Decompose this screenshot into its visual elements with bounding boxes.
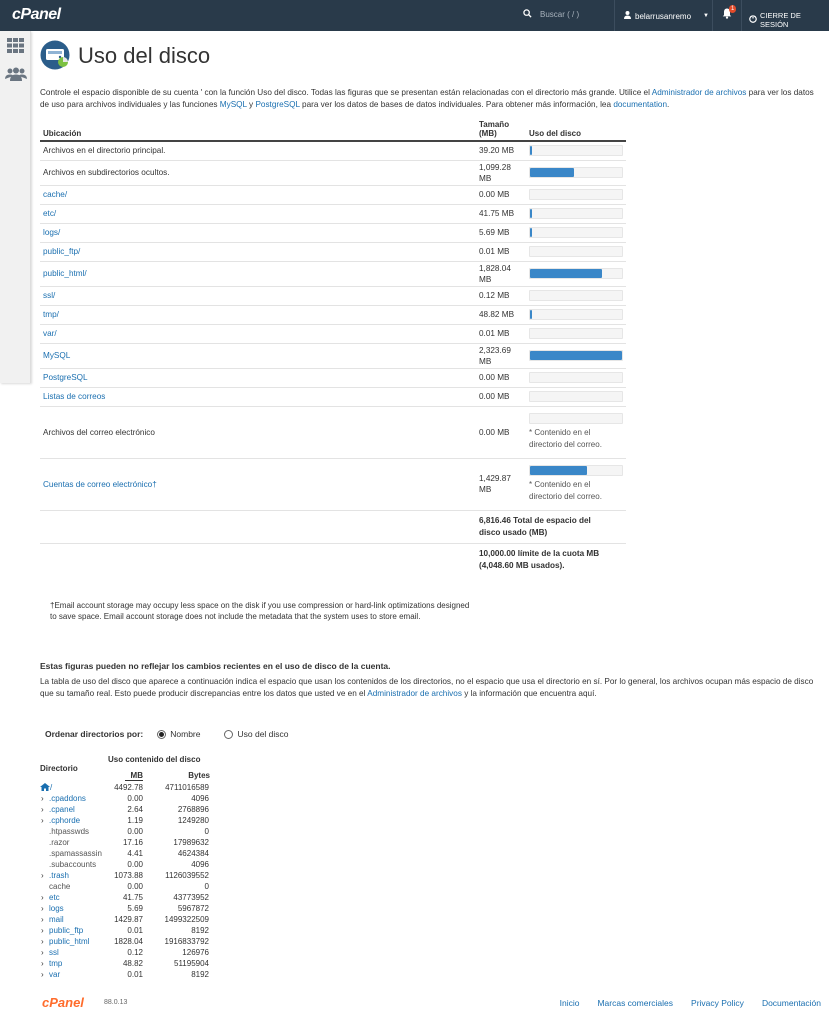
column-header-usage: Uso del disco	[526, 118, 626, 141]
size-cell	[476, 343, 526, 368]
disk-usage-icon	[40, 40, 70, 72]
directory-mb: 0.00	[127, 827, 143, 836]
quota	[476, 543, 626, 576]
directory-row	[40, 969, 215, 980]
footer-link-home[interactable]: Inicio	[559, 998, 580, 1008]
size-cell	[476, 387, 526, 406]
chevron-right-icon[interactable]: ›	[41, 893, 44, 902]
size-value: 2,323.69 MB	[479, 345, 511, 366]
column-header-content-usage: Uso contenido del disco	[108, 755, 201, 764]
size-value: 5.69 MB	[479, 228, 510, 237]
logout-label: CIERRE DE SESIÓN	[760, 11, 801, 29]
directory-bytes: 1249280	[177, 816, 209, 825]
directory-name: .subaccounts	[49, 860, 97, 869]
directory-name: .htpasswds	[49, 827, 90, 836]
directory-name[interactable]: tmp	[49, 959, 63, 968]
column-header-bytes: Bytes	[188, 771, 210, 780]
directory-bytes: 5967872	[177, 904, 209, 913]
directory-name: .razor	[49, 838, 70, 847]
table-row	[40, 204, 626, 223]
table-row	[40, 141, 626, 160]
location-cell	[40, 406, 476, 458]
directory-mb: 0.01	[127, 926, 143, 935]
chevron-right-icon[interactable]: ›	[41, 970, 44, 979]
location-name[interactable]: Listas de correos	[43, 392, 106, 401]
explanation-text-part: y la información que encuentra aquí.	[461, 688, 597, 698]
size-cell	[476, 204, 526, 223]
size-value: 39.20 MB	[479, 146, 515, 156]
column-header-directory: Directorio	[40, 764, 78, 773]
table-row	[40, 261, 626, 286]
table-row	[40, 458, 626, 510]
usage-cell	[526, 141, 626, 160]
divider	[741, 0, 742, 31]
location-name[interactable]: tmp/	[43, 310, 59, 319]
total-used-row	[40, 510, 626, 543]
usage-cell	[526, 204, 626, 223]
directory-bytes: 17989632	[173, 838, 209, 847]
directory-mb: 4.41	[127, 849, 143, 858]
location-cell	[40, 223, 476, 242]
empty-cell	[40, 510, 476, 543]
location-cell	[40, 458, 476, 510]
location-cell	[40, 185, 476, 204]
usage-bar	[529, 290, 623, 301]
size-cell	[476, 160, 526, 185]
directory-bytes: 126976	[182, 948, 209, 957]
directory-mb: 0.12	[127, 948, 143, 957]
directory-bytes: 8192	[191, 970, 209, 979]
usage-cell	[526, 305, 626, 324]
usage-cell	[526, 387, 626, 406]
usage-cell	[526, 343, 626, 368]
directory-row	[40, 958, 215, 969]
location-name[interactable]: ssl/	[43, 291, 56, 300]
usage-cell	[526, 261, 626, 286]
quota-row	[40, 543, 626, 576]
location-name[interactable]: PostgreSQL	[43, 373, 88, 382]
directory-name[interactable]: /	[50, 783, 53, 792]
table-row	[40, 185, 626, 204]
location-cell	[40, 261, 476, 286]
usage-bar-fill	[530, 228, 532, 237]
chevron-right-icon[interactable]: ›	[41, 871, 44, 880]
warning-note: Estas figuras pueden no reflejar los cambios recientes en el uso de disco de la cuenta.	[40, 661, 391, 671]
directory-row	[40, 881, 215, 892]
directory-bytes: 1126039552	[165, 871, 209, 880]
size-value: 0.00 MB	[479, 392, 510, 401]
sort-by-name-label: Nombre	[170, 729, 201, 739]
location-cell	[40, 160, 476, 185]
file-manager-link[interactable]: Administrador de archivos	[651, 88, 747, 97]
directory-row	[40, 892, 215, 903]
divider	[712, 0, 713, 31]
directory-mb: 48.82	[122, 959, 143, 968]
table-row	[40, 286, 626, 305]
table-row	[40, 223, 626, 242]
directory-name[interactable]: mail	[49, 915, 64, 924]
sort-by-usage-label: Uso del disco	[237, 729, 289, 739]
intro-text-part: y	[246, 99, 256, 109]
directory-bytes: 43773952	[173, 893, 209, 902]
chevron-right-icon[interactable]: ›	[41, 816, 44, 825]
chevron-right-icon[interactable]: ›	[41, 926, 44, 935]
chevron-right-icon[interactable]: ›	[41, 937, 44, 946]
radio-selected[interactable]	[157, 730, 166, 739]
location-name[interactable]: MySQL	[43, 351, 71, 360]
empty-cell	[40, 543, 476, 576]
size-cell	[476, 305, 526, 324]
size-value: 48.82 MB	[479, 310, 515, 319]
directory-mb: 1429.87	[114, 915, 143, 924]
radio-unselected[interactable]	[224, 730, 233, 739]
size-cell	[476, 223, 526, 242]
intro-text-part: .	[667, 99, 670, 109]
location-cell	[40, 242, 476, 261]
location-name: Archivos del correo electrónico	[43, 427, 155, 437]
directory-name[interactable]: logs	[49, 904, 64, 913]
size-cell	[476, 458, 526, 510]
directory-mb: 5.69	[127, 904, 143, 913]
email-storage-footnote: †Email account storage may occupy less space on the disk if you use compression or hard-link optimizations designed to save space. Email account storage does not include the metadata that the system uses to store email.	[50, 601, 470, 621]
user-menu[interactable]	[624, 11, 709, 21]
table-row	[40, 305, 626, 324]
usage-cell	[526, 160, 626, 185]
top-navbar	[0, 0, 829, 31]
location-name[interactable]: logs/	[43, 228, 61, 237]
size-value: 1,828.04 MB	[479, 263, 511, 284]
mysql-link[interactable]: MySQL	[219, 99, 247, 109]
table-row	[40, 242, 626, 261]
directory-name[interactable]: etc	[49, 893, 60, 902]
intro-text-part: para ver los datos de uso para archivos individuales y las funciones	[40, 88, 814, 109]
usage-cell	[526, 242, 626, 261]
table-row	[40, 387, 626, 406]
directory-row	[40, 870, 215, 881]
size-value: 0.00 MB	[479, 190, 510, 199]
logout-button[interactable]	[749, 11, 829, 29]
directory-name[interactable]: var	[49, 970, 61, 979]
directory-row	[40, 914, 215, 925]
quota-text: 10,000.00 límite de la cuota MB (4,048.60 MB usados).	[479, 548, 600, 570]
table-row	[40, 343, 626, 368]
usage-cell	[526, 406, 626, 458]
directory-name[interactable]: public_html	[49, 937, 90, 946]
usage-bar-fill	[530, 168, 574, 177]
location-name[interactable]: public_html/	[43, 269, 87, 278]
footer-link-trademarks[interactable]: Marcas comerciales	[597, 998, 674, 1008]
usage-cell	[526, 286, 626, 305]
location-name[interactable]: cache/	[43, 190, 68, 199]
location-cell	[40, 204, 476, 223]
usage-bar	[529, 227, 623, 238]
directory-bytes: 8192	[191, 926, 209, 935]
sidebar	[0, 31, 31, 383]
directory-name[interactable]: .cphorde	[49, 816, 81, 825]
directory-name[interactable]: .cpaddons	[49, 794, 86, 803]
chevron-right-icon[interactable]: ›	[41, 948, 44, 957]
divider	[614, 0, 615, 31]
size-cell	[476, 324, 526, 343]
usage-bar	[529, 372, 623, 383]
location-name[interactable]: var/	[43, 329, 57, 338]
directory-row	[40, 804, 215, 815]
directory-bytes: 2768896	[177, 805, 209, 814]
size-value: 1,429.87 MB	[479, 474, 511, 494]
directory-bytes: 1499322509	[164, 915, 209, 924]
directory-bytes: 4096	[191, 794, 209, 803]
directory-mb: 0.00	[127, 794, 143, 803]
usage-bar	[529, 350, 623, 361]
table-header-row	[40, 118, 626, 141]
grid-icon[interactable]	[7, 38, 24, 55]
explanation-text	[40, 676, 820, 699]
sort-label: Ordenar directorios por:	[45, 729, 144, 739]
directory-name: .spamassassin	[49, 849, 102, 858]
directory-row	[40, 793, 215, 804]
size-cell	[476, 261, 526, 286]
directory-list	[40, 782, 215, 980]
usage-bar	[529, 413, 623, 424]
total-used-text: 6,816.46 Total de espacio del disco usado (MB)	[479, 515, 591, 537]
directory-mb: 4492.78	[114, 783, 143, 792]
location-name[interactable]: public_ftp/	[43, 247, 81, 256]
usage-bar	[529, 465, 623, 476]
usage-cell	[526, 368, 626, 387]
size-cell	[476, 141, 526, 160]
cpanel-logo[interactable]: cPanel	[12, 6, 61, 23]
usage-cell	[526, 223, 626, 242]
search-icon[interactable]	[523, 9, 532, 20]
directory-row	[40, 936, 215, 947]
usage-cell	[526, 324, 626, 343]
logout-icon	[749, 15, 757, 25]
location-cell	[40, 305, 476, 324]
location-name[interactable]: Cuentas de correo electrónico†	[43, 479, 157, 489]
documentation-link[interactable]: documentation	[613, 99, 668, 109]
usage-bar-fill	[530, 466, 587, 475]
table-row	[40, 368, 626, 387]
directory-bytes: 4624384	[177, 849, 209, 858]
size-value: 0.00 MB	[479, 373, 510, 382]
username: belarrusanremo	[635, 11, 692, 21]
usage-bar-fill	[530, 269, 602, 278]
directory-mb: 0.00	[127, 860, 143, 869]
usage-bar	[529, 309, 623, 320]
location-name: Archivos en el directorio principal.	[43, 146, 166, 156]
chevron-right-icon[interactable]: ›	[41, 805, 44, 814]
chevron-right-icon[interactable]: ›	[41, 794, 44, 803]
table-row	[40, 324, 626, 343]
usage-note: * Contenido en el directorio del correo.	[529, 480, 602, 501]
user-icon	[624, 11, 631, 21]
chevron-right-icon[interactable]: ›	[41, 904, 44, 913]
usage-cell	[526, 458, 626, 510]
directory-name[interactable]: .trash	[49, 871, 70, 880]
size-cell	[476, 368, 526, 387]
location-cell	[40, 387, 476, 406]
directory-mb: 0.00	[127, 882, 143, 891]
usage-note: * Contenido en el directorio del correo.	[529, 428, 602, 449]
location-cell	[40, 343, 476, 368]
directory-mb: 41.75	[122, 893, 143, 902]
directory-bytes: 4711016589	[165, 783, 209, 792]
usage-bar	[529, 208, 623, 219]
directory-row	[40, 925, 215, 936]
footer-link-privacy[interactable]: Privacy Policy	[691, 998, 744, 1008]
directory-name[interactable]: .cpanel	[49, 805, 75, 814]
directory-mb: 1073.88	[114, 871, 143, 880]
directory-mb: 1.19	[127, 816, 143, 825]
directory-row	[40, 947, 215, 958]
footer	[0, 992, 829, 1016]
directory-row	[40, 837, 215, 848]
size-cell	[476, 406, 526, 458]
usage-bar	[529, 189, 623, 200]
file-manager-link[interactable]: Administrador de archivos	[367, 688, 462, 698]
size-value: 0.01 MB	[479, 247, 510, 256]
location-cell	[40, 141, 476, 160]
location-name: Archivos en subdirectorios ocultos.	[43, 168, 170, 177]
directory-row	[40, 815, 215, 826]
directory-mb: 2.64	[127, 805, 143, 814]
caret-down-icon: ▼	[703, 13, 709, 19]
sort-by-name-radio[interactable]	[157, 729, 200, 739]
directory-row	[40, 859, 215, 870]
column-header-size: Tamaño (MB)	[476, 118, 526, 141]
sort-by-usage-radio[interactable]	[224, 729, 288, 739]
directory-row	[40, 903, 215, 914]
column-header-mb: MB	[125, 771, 143, 781]
location-cell	[40, 368, 476, 387]
footer-cpanel-logo[interactable]: cPanel	[42, 995, 84, 1010]
directory-bytes: 1916833792	[164, 937, 209, 946]
directory-name: cache	[49, 882, 71, 891]
chevron-right-icon[interactable]: ›	[41, 915, 44, 924]
size-cell	[476, 185, 526, 204]
size-value: 41.75 MB	[479, 209, 515, 218]
intro-text-part: Controle el espacio disponible de su cuenta ' con la función Uso del disco. Todas las figuras que se presentan están relacionadas con el directorio más grande. Utilice el	[40, 88, 652, 97]
search-input[interactable]	[540, 10, 610, 19]
directory-row	[40, 826, 215, 837]
disk-usage-rows	[40, 141, 626, 510]
disk-usage-table	[40, 118, 626, 576]
explanation-text-part: La tabla de uso del disco que aparece a continuación indica el espacio que usan los contenidos de los directorios, no el espacio que usa el directorio en sí. Por lo general, los archivos ocupan más espacio de disco que su tamaño real. Esto puede producir discrepancias entre los datos que usted ve en el	[40, 677, 814, 698]
directory-name[interactable]: ssl	[49, 948, 59, 957]
notification-badge: 1	[731, 6, 735, 12]
total-used	[476, 510, 626, 543]
directory-bytes: 4096	[191, 860, 209, 869]
table-row	[40, 406, 626, 458]
table-row	[40, 160, 626, 185]
footer-links	[560, 998, 821, 1008]
size-value: 0.00 MB	[479, 427, 510, 437]
usage-bar-fill	[530, 310, 532, 319]
directory-bytes: 0	[204, 827, 209, 836]
postgresql-link[interactable]: PostgreSQL	[255, 99, 300, 109]
chevron-right-icon[interactable]: ›	[41, 959, 44, 968]
size-value: 1,099.28 MB	[479, 162, 511, 183]
directory-mb: 17.16	[122, 838, 143, 847]
usage-bar-fill	[530, 209, 532, 218]
directory-mb: 0.01	[127, 970, 143, 979]
directory-name[interactable]: public_ftp	[49, 926, 84, 935]
usage-bar-fill	[530, 146, 532, 155]
usage-bar	[529, 268, 623, 279]
directory-row	[40, 848, 215, 859]
intro-text-part: para ver los datos de bases de datos individuales. Para obtener más información, lea	[299, 99, 614, 109]
location-cell	[40, 286, 476, 305]
usage-bar	[529, 167, 623, 178]
footer-link-documentation[interactable]: Documentación	[761, 998, 821, 1008]
version: 88.0.13	[104, 999, 128, 1006]
intro-text	[40, 87, 820, 110]
directory-bytes: 0	[204, 882, 209, 891]
usage-bar	[529, 328, 623, 339]
size-value: 0.12 MB	[479, 291, 510, 300]
search-box[interactable]	[523, 9, 610, 20]
size-cell	[476, 242, 526, 261]
sort-options	[45, 729, 313, 739]
usage-cell	[526, 185, 626, 204]
size-value: 0.01 MB	[479, 329, 510, 338]
users-icon[interactable]	[5, 67, 27, 83]
directory-mb: 1828.04	[114, 937, 143, 946]
usage-bar-fill	[530, 351, 622, 360]
column-header-location: Ubicación	[40, 118, 476, 141]
directory-bytes: 51195904	[174, 959, 209, 968]
page-title: Uso del disco	[78, 43, 211, 68]
usage-bar	[529, 246, 623, 257]
location-cell	[40, 324, 476, 343]
size-cell	[476, 286, 526, 305]
location-name[interactable]: etc/	[43, 209, 57, 218]
directory-row	[40, 782, 215, 793]
usage-bar	[529, 391, 623, 402]
usage-bar	[529, 145, 623, 156]
page-header	[40, 40, 210, 72]
